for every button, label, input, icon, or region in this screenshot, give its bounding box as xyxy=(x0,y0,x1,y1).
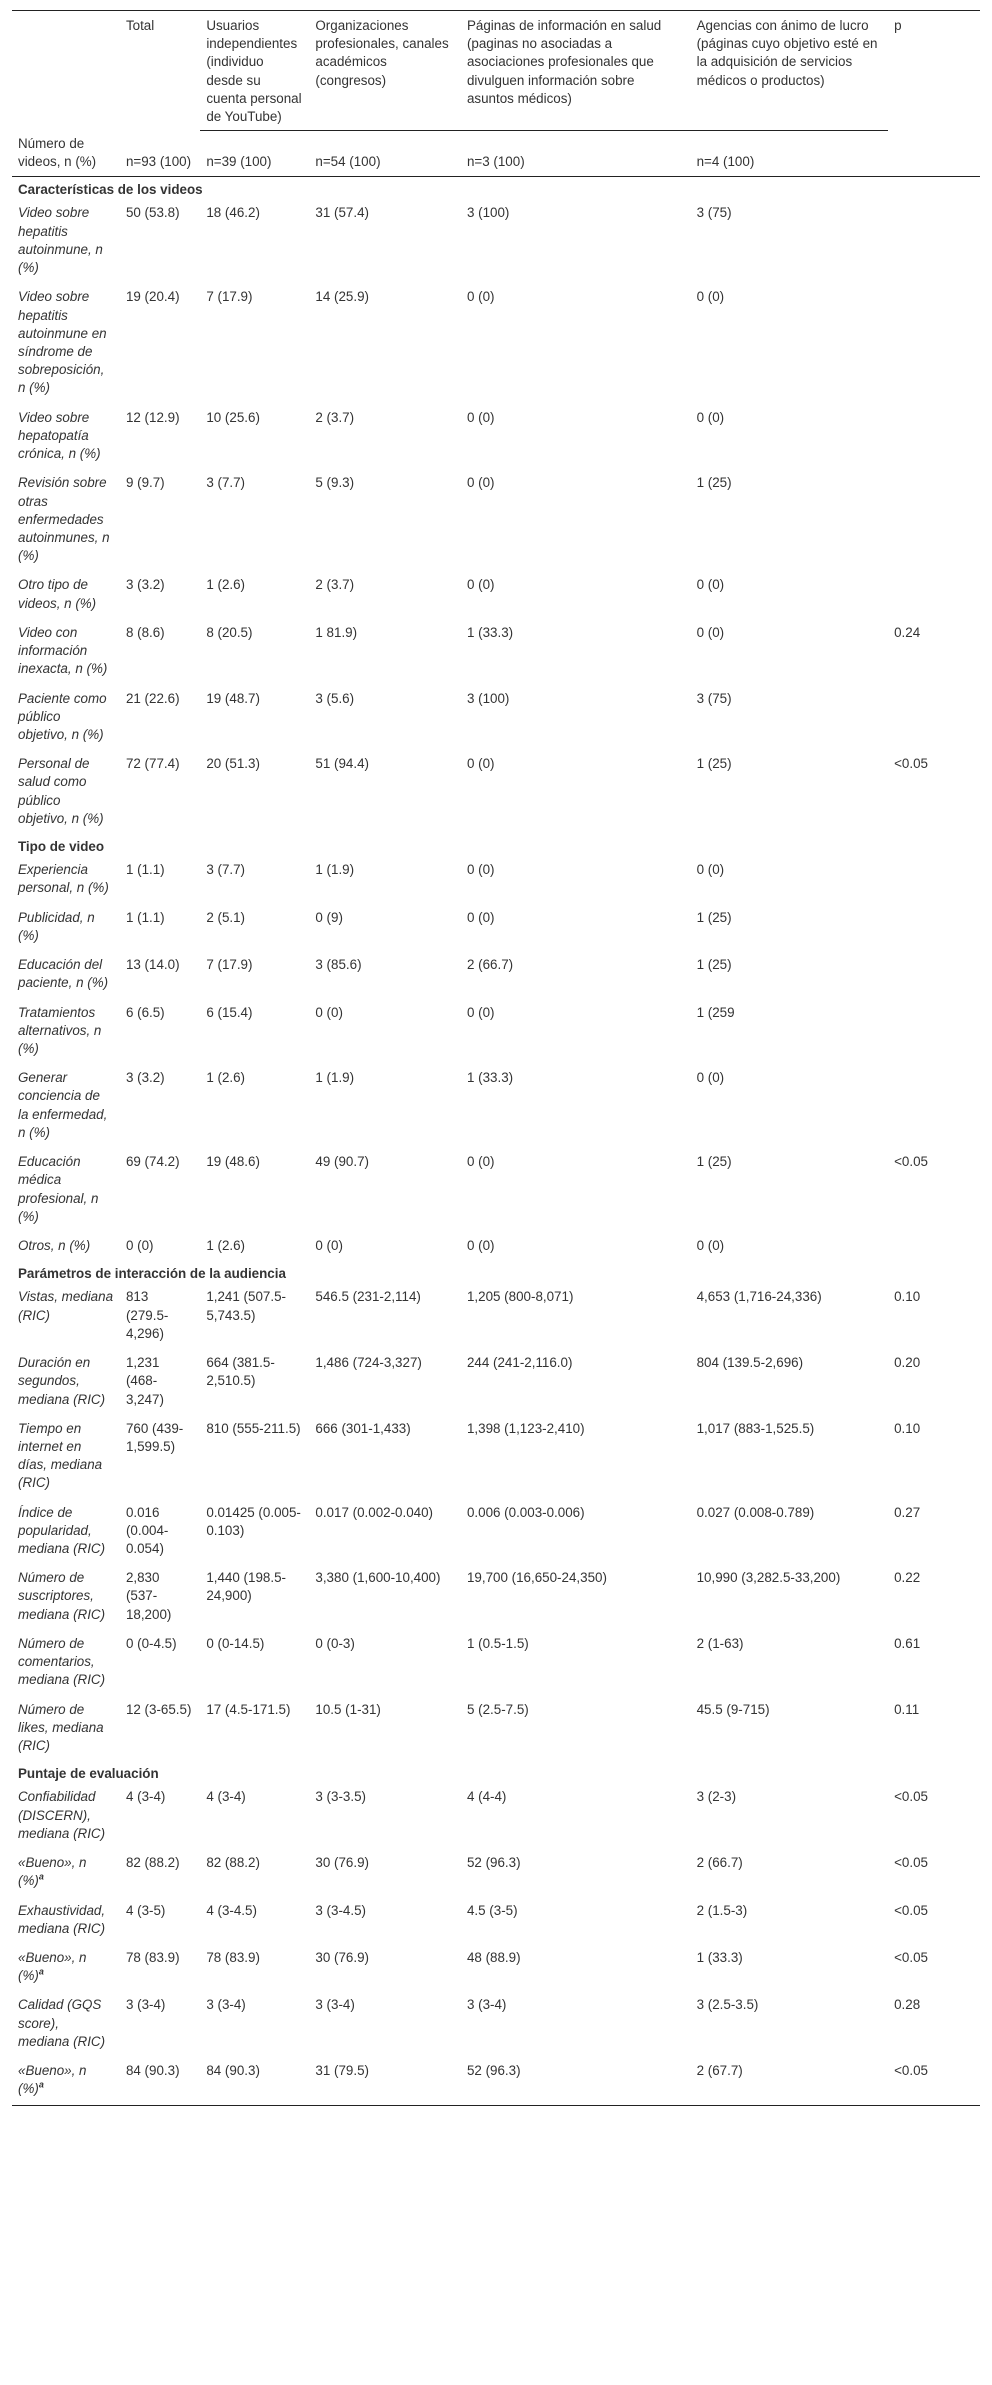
row-label-text: Número de comentarios, mediana (RIC) xyxy=(18,1635,106,1688)
table-cell: 19 (20.4) xyxy=(125,289,180,305)
table-cell: 0 (0) xyxy=(466,577,495,593)
table-cell: 0.027 (0.008-0.789) xyxy=(696,1504,815,1520)
table-row xyxy=(12,283,980,403)
table-cell: 8 (20.5) xyxy=(206,624,253,640)
table-cell: 0 (0) xyxy=(696,409,725,425)
table-cell: 0 (0) xyxy=(315,1004,343,1020)
counts-independent-users: n=39 (100) xyxy=(200,131,309,177)
row-label-text: Revisión sobre otras enfermedades autoinmunes, n (%) xyxy=(18,475,110,564)
row-label-text: Video sobre hepatitis autoinmune, n (%) xyxy=(18,205,103,276)
row-label xyxy=(12,199,120,283)
table-row xyxy=(12,1499,980,1565)
table-cell: 0 (0-14.5) xyxy=(206,1635,265,1651)
table-cell: 2,830 (537-18,200) xyxy=(125,1570,172,1622)
table-cell: 3 (3-3.5) xyxy=(315,1789,366,1805)
row-label-text: Video sobre hepatitis autoinmune en síndrome de sobreposición, n (%) xyxy=(18,289,107,396)
header-health-info-pages: Páginas de información en salud (paginas no asociadas a asociaciones profesionales que divulguen información sobre asuntos médicos) xyxy=(461,11,691,131)
table-row xyxy=(12,999,980,1065)
header-total: Total xyxy=(125,18,155,33)
table-cell: 1 (2.6) xyxy=(206,1237,246,1253)
table-row xyxy=(12,469,980,571)
row-label xyxy=(12,1630,120,1696)
table-cell: 1,486 (724-3,327) xyxy=(315,1355,422,1371)
table-cell: 666 (301-1,433) xyxy=(315,1420,411,1436)
row-label-text: Tiempo en internet en días, mediana (RIC) xyxy=(18,1420,103,1491)
table-row xyxy=(12,1849,980,1896)
table-cell: 12 (12.9) xyxy=(125,409,180,425)
p-value-cell: <0.05 xyxy=(894,1855,928,1871)
table-cell: 2 (3.7) xyxy=(315,409,355,425)
row-label-text: Tratamientos alternativos, n (%) xyxy=(18,1004,102,1056)
p-value-cell: 0.10 xyxy=(894,1420,921,1436)
row-label xyxy=(12,750,120,834)
table-row xyxy=(12,1148,980,1232)
p-value-cell: 0.22 xyxy=(894,1570,921,1586)
table-cell: 1 (25) xyxy=(696,957,732,973)
row-label xyxy=(12,904,120,951)
table-cell: 0.01425 (0.005-0.103) xyxy=(206,1504,301,1538)
row-label xyxy=(12,1283,120,1349)
table-cell: 4.5 (3-5) xyxy=(466,1902,518,1918)
row-label-text: Calidad (GQS score), mediana (RIC) xyxy=(18,1997,106,2049)
row-label xyxy=(12,571,120,618)
table-cell: 0 (0) xyxy=(466,289,495,305)
row-label-text: Publicidad, n (%) xyxy=(18,909,95,943)
p-value-cell xyxy=(888,999,980,1065)
table-cell: 1,231 (468-3,247) xyxy=(125,1355,164,1407)
table-row xyxy=(12,750,980,834)
table-cell: 50 (53.8) xyxy=(125,205,180,221)
table-row xyxy=(12,1232,980,1261)
table-cell: 12 (3-65.5) xyxy=(125,1701,192,1717)
table-row xyxy=(12,1944,980,1991)
p-value-cell: 0.27 xyxy=(894,1504,921,1520)
row-label-text: Exhaustividad, mediana (RIC) xyxy=(18,1902,106,1936)
table-cell: 3 (3-4) xyxy=(125,1997,166,2013)
table-cell: 10 (25.6) xyxy=(206,409,260,425)
table-cell: 3 (3.2) xyxy=(125,577,165,593)
header-for-profit-agencies: Agencias con ánimo de lucro (páginas cuyo objetivo esté en la adquisición de servicios médicos o productos) xyxy=(691,11,889,131)
table-row xyxy=(12,856,980,903)
table-cell: 14 (25.9) xyxy=(315,289,369,305)
row-label xyxy=(12,1499,120,1565)
table-cell: 18 (46.2) xyxy=(206,205,260,221)
p-value-cell: 0.20 xyxy=(894,1355,921,1371)
table-cell: 2 (67.7) xyxy=(696,2063,743,2079)
p-value-cell: <0.05 xyxy=(894,1154,928,1170)
row-label xyxy=(12,619,120,685)
table-cell: 760 (439-1,599.5) xyxy=(125,1420,184,1454)
row-label-text: «Bueno», n (%) xyxy=(18,1949,87,1984)
table-cell: 1 (2.6) xyxy=(206,577,246,593)
table-cell: 664 (381.5-2,510.5) xyxy=(206,1355,275,1389)
table-cell: 2 (1.5-3) xyxy=(696,1902,748,1918)
p-value-cell: <0.05 xyxy=(894,1902,928,1918)
table-cell: 1 (1.1) xyxy=(125,862,165,878)
table-cell: 0 (0) xyxy=(696,1237,725,1253)
section-header-row xyxy=(12,177,980,200)
table-cell: 3 (3-4.5) xyxy=(315,1902,366,1918)
table-row xyxy=(12,685,980,751)
table-cell: 0 (0) xyxy=(466,1237,495,1253)
table-cell: 0 (0) xyxy=(466,862,495,878)
table-cell: 1 (1.9) xyxy=(315,862,355,878)
table-cell: 19,700 (16,650-24,350) xyxy=(466,1570,607,1586)
table-body xyxy=(12,177,980,2105)
row-label xyxy=(12,856,120,903)
table-cell: 3 (3-4) xyxy=(466,1997,507,2013)
table-cell: 0 (0) xyxy=(466,409,495,425)
counts-for-profit-agencies: n=4 (100) xyxy=(691,131,889,177)
table-cell: 1 (25) xyxy=(696,756,732,772)
table-cell: 0.016 (0.004-0.054) xyxy=(125,1504,169,1557)
table-cell: 2 (1-63) xyxy=(696,1635,744,1651)
table-cell: 21 (22.6) xyxy=(125,690,180,706)
footnote-marker: a xyxy=(38,1871,44,1882)
table-cell: 84 (90.3) xyxy=(125,2063,180,2079)
p-value-cell: <0.05 xyxy=(894,756,928,772)
row-label xyxy=(12,1349,120,1415)
row-label-text: Generar conciencia de la enfermedad, n (%) xyxy=(18,1070,108,1140)
table-cell: 49 (90.7) xyxy=(315,1154,369,1170)
row-label-text: Duración en segundos, mediana (RIC) xyxy=(18,1355,106,1407)
table-cell: 6 (6.5) xyxy=(125,1004,165,1020)
table-cell: 1 (259 xyxy=(696,1004,735,1020)
p-value-cell xyxy=(888,283,980,403)
row-label-text: «Bueno», n (%) xyxy=(18,1855,87,1889)
section-title: Parámetros de interacción de la audiencia xyxy=(18,1266,286,1282)
p-value-cell xyxy=(888,404,980,470)
table-cell: 1 (1.9) xyxy=(315,1070,355,1086)
table-cell: 0 (0) xyxy=(466,1004,495,1020)
table-cell: 30 (76.9) xyxy=(315,1949,369,1965)
p-value-cell xyxy=(888,469,980,571)
table-cell: 7 (17.9) xyxy=(206,289,253,305)
p-value-cell: 0.28 xyxy=(894,1997,921,2013)
p-value-cell xyxy=(888,856,980,903)
table-cell: 3,380 (1,600-10,400) xyxy=(315,1570,441,1586)
counts-header-row xyxy=(12,131,980,177)
table-row xyxy=(12,1991,980,2057)
p-value-cell: 0.11 xyxy=(894,1701,920,1717)
table-cell: 1,241 (507.5-5,743.5) xyxy=(206,1289,286,1323)
section-title: Puntaje de evaluación xyxy=(18,1766,159,1782)
table-cell: 3 (100) xyxy=(466,205,510,221)
row-label xyxy=(12,1783,120,1849)
table-cell: 3 (2.5-3.5) xyxy=(696,1997,759,2013)
table-cell: 1 (25) xyxy=(696,1154,732,1170)
row-label-text: Paciente como público objetivo, n (%) xyxy=(18,690,107,742)
section-title: Características de los videos xyxy=(18,182,203,198)
table-cell: 9 (9.7) xyxy=(125,475,165,491)
table-cell: 5 (9.3) xyxy=(315,475,355,491)
p-value-cell xyxy=(888,1064,980,1148)
table-cell: 6 (15.4) xyxy=(206,1004,253,1020)
table-cell: 3 (5.6) xyxy=(315,690,355,706)
p-value-cell: <0.05 xyxy=(894,1789,928,1805)
section-header-row xyxy=(12,1261,980,1283)
row-label xyxy=(12,951,120,998)
table-row xyxy=(12,619,980,685)
table-cell: 30 (76.9) xyxy=(315,1855,369,1871)
table-cell: 5 (2.5-7.5) xyxy=(466,1701,529,1717)
table-row xyxy=(12,404,980,470)
table-cell: 1 (33.3) xyxy=(466,1070,514,1086)
table-cell: 17 (4.5-171.5) xyxy=(206,1701,291,1717)
p-value-cell: 0.24 xyxy=(894,624,921,640)
counts-professional-orgs: n=54 (100) xyxy=(309,131,461,177)
table-cell: 3 (3-4) xyxy=(315,1997,355,2013)
section-header-row xyxy=(12,1761,980,1783)
table-cell: 3 (2-3) xyxy=(696,1789,737,1805)
table-cell: 1 (25) xyxy=(696,475,732,491)
table-cell: 1 (33.3) xyxy=(696,1949,743,1965)
table-cell: 813 (279.5-4,296) xyxy=(125,1289,169,1341)
table-cell: 0.017 (0.002-0.040) xyxy=(315,1504,434,1520)
table-row xyxy=(12,1064,980,1148)
p-value-cell: <0.05 xyxy=(894,1949,928,1965)
row-label-text: Video con información inexacta, n (%) xyxy=(18,624,108,677)
row-label-text: Educación médica profesional, n (%) xyxy=(18,1154,99,1224)
table-row xyxy=(12,1897,980,1944)
row-label xyxy=(12,685,120,751)
counts-health-info-pages: n=3 (100) xyxy=(461,131,691,177)
row-label-text: Otros, n (%) xyxy=(18,1237,91,1253)
table-cell: 52 (96.3) xyxy=(466,2063,521,2079)
table-cell: 244 (241-2,116.0) xyxy=(466,1355,573,1371)
header-professional-orgs: Organizaciones profesionales, canales académicos (congresos) xyxy=(309,11,461,131)
table-cell: 45.5 (9-715) xyxy=(696,1701,770,1717)
table-cell: 0 (0) xyxy=(696,289,725,305)
table-cell: 0 (0-4.5) xyxy=(125,1635,177,1651)
table-cell: 10.5 (1-31) xyxy=(315,1701,381,1717)
table-cell: 1,440 (198.5-24,900) xyxy=(206,1570,286,1604)
table-row xyxy=(12,1783,980,1849)
table-cell: 0 (0-3) xyxy=(315,1635,355,1651)
table-cell: 3 (75) xyxy=(696,690,732,706)
table-row xyxy=(12,1283,980,1349)
table-cell: 1 (33.3) xyxy=(466,624,514,640)
table-cell: 1,017 (883-1,525.5) xyxy=(696,1420,815,1436)
table-cell: 1,205 (800-8,071) xyxy=(466,1289,574,1305)
table-cell: 3 (7.7) xyxy=(206,862,246,878)
p-value-cell xyxy=(888,1232,980,1261)
table-row xyxy=(12,904,980,951)
row-label xyxy=(12,1148,120,1232)
table-row xyxy=(12,1564,980,1630)
header-empty xyxy=(12,11,120,131)
table-cell: 3 (3.2) xyxy=(125,1070,165,1086)
row-label xyxy=(12,1232,120,1261)
p-value-cell: 0.10 xyxy=(894,1289,921,1305)
row-label xyxy=(12,469,120,571)
row-label xyxy=(12,283,120,403)
table-cell: 3 (85.6) xyxy=(315,957,362,973)
table-cell: 1,398 (1,123-2,410) xyxy=(466,1420,585,1436)
row-label-text: Experiencia personal, n (%) xyxy=(18,862,109,896)
table-cell: 82 (88.2) xyxy=(206,1855,260,1871)
table-cell: 4 (3-5) xyxy=(125,1902,166,1918)
table-cell: 2 (5.1) xyxy=(206,909,246,925)
results-table xyxy=(12,10,980,2106)
row-label-text: Número de likes, mediana (RIC) xyxy=(18,1701,104,1753)
table-cell: 2 (3.7) xyxy=(315,577,355,593)
row-label xyxy=(12,1415,120,1499)
row-label-text: Índice de popularidad, mediana (RIC) xyxy=(18,1504,106,1557)
table-row xyxy=(12,199,980,283)
table-cell: 0 (0) xyxy=(466,909,495,925)
p-value-cell: <0.05 xyxy=(894,2063,928,2079)
header-independent-users: Usuarios independientes (individuo desde su cuenta personal de YouTube) xyxy=(200,11,309,131)
table-cell: 0 (0) xyxy=(466,475,495,491)
table-cell: 4 (3-4) xyxy=(206,1789,246,1805)
row-label-text: Educación del paciente, n (%) xyxy=(18,957,109,991)
table-cell: 0 (9) xyxy=(315,909,343,925)
table-cell: 804 (139.5-2,696) xyxy=(696,1355,804,1371)
row-label xyxy=(12,2057,120,2104)
row-label-text: «Bueno», n (%) xyxy=(18,2063,87,2097)
counts-total: n=93 (100) xyxy=(120,131,200,177)
table-cell: 69 (74.2) xyxy=(125,1154,180,1170)
table-cell: 72 (77.4) xyxy=(125,756,180,772)
row-label xyxy=(12,1064,120,1148)
row-label xyxy=(12,1849,120,1896)
row-label-text: Vistas, mediana (RIC) xyxy=(18,1289,114,1323)
p-value-cell xyxy=(888,199,980,283)
table-cell: 7 (17.9) xyxy=(206,957,253,973)
table-cell: 0.006 (0.003-0.006) xyxy=(466,1504,585,1520)
table-cell: 4 (4-4) xyxy=(466,1789,507,1805)
row-label xyxy=(12,1897,120,1944)
row-label xyxy=(12,1696,120,1762)
p-value-cell xyxy=(888,951,980,998)
table-cell: 2 (66.7) xyxy=(696,1855,743,1871)
table-cell: 78 (83.9) xyxy=(206,1949,260,1965)
row-label xyxy=(12,1991,120,2057)
row-label xyxy=(12,999,120,1065)
table-cell: 2 (66.7) xyxy=(466,957,514,973)
table-cell: 1 (25) xyxy=(696,909,732,925)
table-row xyxy=(12,2057,980,2104)
table-cell: 0 (0) xyxy=(315,1237,343,1253)
table-row xyxy=(12,1696,980,1762)
table-cell: 51 (94.4) xyxy=(315,756,369,772)
header-p: p xyxy=(894,18,902,33)
table-row xyxy=(12,951,980,998)
p-value-cell xyxy=(888,571,980,618)
row-label xyxy=(12,1944,120,1991)
table-cell: 3 (3-4) xyxy=(206,1997,246,2013)
row-label-text: Confiabilidad (DISCERN), mediana (RIC) xyxy=(18,1789,106,1841)
footnote-marker: a xyxy=(38,2079,44,2090)
section-header-row xyxy=(12,834,980,856)
row-label-text: Video sobre hepatopatía crónica, n (%) xyxy=(18,409,101,462)
table-cell: 52 (96.3) xyxy=(466,1855,521,1871)
table-cell: 48 (88.9) xyxy=(466,1949,521,1965)
p-value-cell xyxy=(888,685,980,751)
table-cell: 78 (83.9) xyxy=(125,1949,180,1965)
table-cell: 19 (48.7) xyxy=(206,690,260,706)
p-value-cell: 0.61 xyxy=(894,1635,921,1651)
table-cell: 20 (51.3) xyxy=(206,756,260,772)
table-cell: 31 (57.4) xyxy=(315,205,369,221)
table-cell: 8 (8.6) xyxy=(125,624,165,640)
table-cell: 0 (0) xyxy=(696,862,725,878)
table-cell: 0 (0) xyxy=(696,624,725,640)
row-label-text: Número de suscriptores, mediana (RIC) xyxy=(18,1570,106,1622)
table-cell: 0 (0) xyxy=(696,577,725,593)
table-cell: 84 (90.3) xyxy=(206,2063,260,2079)
table-cell: 3 (100) xyxy=(466,690,510,706)
counts-p xyxy=(888,131,980,177)
table-cell: 0 (0) xyxy=(466,756,495,772)
table-cell: 13 (14.0) xyxy=(125,957,180,973)
row-label-text: Personal de salud como público objetivo, n (%) xyxy=(18,756,104,826)
section-title: Tipo de video xyxy=(18,839,105,855)
table-row xyxy=(12,1630,980,1696)
row-label-text: Otro tipo de videos, n (%) xyxy=(18,577,97,611)
table-cell: 10,990 (3,282.5-33,200) xyxy=(696,1570,841,1586)
table-row xyxy=(12,571,980,618)
table-cell: 546.5 (231-2,114) xyxy=(315,1289,421,1305)
footnote-marker: a xyxy=(38,1966,44,1977)
table-cell: 0 (0) xyxy=(125,1237,154,1253)
table-cell: 4 (3-4.5) xyxy=(206,1902,257,1918)
table-cell: 0 (0) xyxy=(696,1070,725,1086)
table-cell: 31 (79.5) xyxy=(315,2063,369,2079)
column-header-row xyxy=(12,11,980,131)
table-cell: 4 (3-4) xyxy=(125,1789,166,1805)
counts-label: Número de videos, n (%) xyxy=(12,131,120,177)
table-row xyxy=(12,1349,980,1415)
table-cell: 3 (7.7) xyxy=(206,475,246,491)
p-value-cell xyxy=(888,904,980,951)
table-row xyxy=(12,1415,980,1499)
table-cell: 1 81.9) xyxy=(315,624,358,640)
table-cell: 0 (0) xyxy=(466,1154,495,1170)
table-cell: 1 (0.5-1.5) xyxy=(466,1635,529,1651)
row-label xyxy=(12,1564,120,1630)
table-cell: 4,653 (1,716-24,336) xyxy=(696,1289,822,1305)
table-cell: 82 (88.2) xyxy=(125,1855,180,1871)
table-cell: 1 (2.6) xyxy=(206,1070,246,1086)
table-cell: 19 (48.6) xyxy=(206,1154,260,1170)
table-cell: 3 (75) xyxy=(696,205,732,221)
table-cell: 1 (1.1) xyxy=(125,909,165,925)
table-cell: 810 (555-211.5) xyxy=(206,1420,301,1436)
row-label xyxy=(12,404,120,470)
